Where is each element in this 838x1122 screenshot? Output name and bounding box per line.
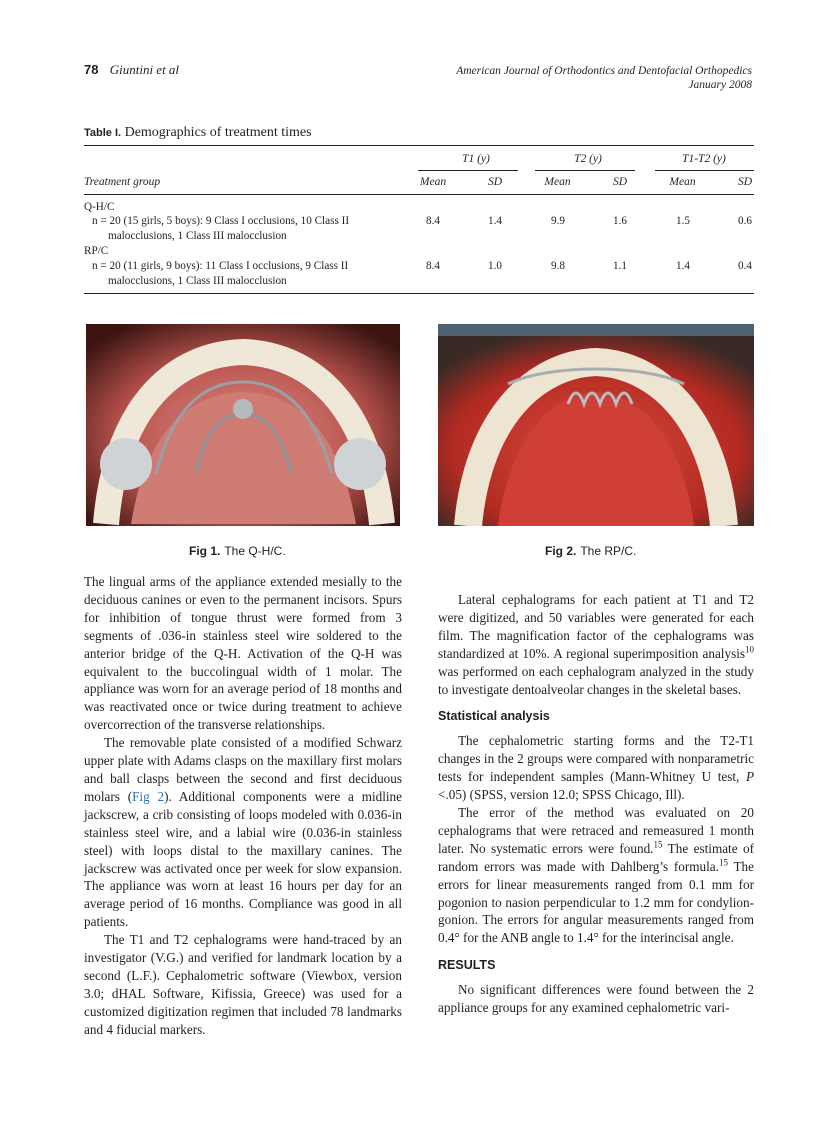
- table-cell: 1.4: [488, 215, 502, 227]
- table-cell: 9.9: [551, 215, 565, 227]
- figure-2-text: The RP/C.: [580, 544, 637, 558]
- section-heading: RESULTS: [438, 958, 496, 973]
- table-bottom-rule: [84, 293, 754, 294]
- figure-1-photo: [86, 324, 400, 526]
- issue-date: January 2008: [688, 79, 752, 91]
- paragraph-text: The error of the method was evaluated on 20 cephalograms that were retraced and remeasured 1 month later. No systematic errors were found.: [438, 804, 754, 856]
- table-cell: 1.5: [676, 215, 690, 227]
- paragraph: No significant differences were found between the 2 appliance groups for any examined cephalometric vari-: [438, 982, 754, 1016]
- page-number: 78: [84, 62, 99, 77]
- running-authors: Giuntini et al: [109, 62, 180, 77]
- table-row-desc: malocclusions, 1 Class III malocclusion: [108, 230, 287, 242]
- figure-2-caption: [545, 544, 636, 558]
- paragraph-text: The cephalometric starting forms and the T2-T1 changes in the 2 groups were compared with nonparametric tests for independent samples (Mann-Whitney U test,: [438, 733, 754, 785]
- paragraph: [438, 804, 754, 947]
- table-cell: 0.6: [738, 215, 752, 227]
- table-cell: 0.4: [738, 260, 752, 272]
- table-subheader: SD: [612, 176, 628, 188]
- table-cell: 8.4: [426, 215, 440, 227]
- figure-2-link[interactable]: Fig 2: [132, 788, 165, 804]
- table-top-rule: [84, 145, 754, 146]
- reference-citation: 15: [653, 839, 663, 850]
- figure-1-text: The Q-H/C.: [224, 544, 286, 558]
- table-row-header: Treatment group: [84, 176, 161, 188]
- paragraph-text: was performed on each cephalogram analyzed in the study to investigate dentoalveolar changes in the skeletal bases.: [438, 663, 754, 697]
- table-subheader: Mean: [544, 176, 571, 188]
- table-subheader: Mean: [419, 176, 447, 188]
- table-row-desc: n = 20 (15 girls, 5 boys): 9 Class I occlusions, 10 Class II: [92, 215, 350, 227]
- table-cell: 1.0: [488, 260, 502, 272]
- table-span-rule: [535, 170, 635, 171]
- paragraph-text: ). Additional components were a midline jackscrew, a crib consisting of loops modeled with 0.036-in stainless steel wire, and a labial wire (0.036-in stainless steel) with loops distal to the maxillary canines. The jackscrew was activated once per week for slow expansion. The appliance was worn at least 16 hours per day for an average period of 16 months. Compliance was good in all patients.: [84, 788, 402, 930]
- figure-1-label: Fig 1.: [189, 544, 221, 558]
- table-row-group: RP/C: [84, 245, 109, 257]
- figure-2-label: Fig 2.: [545, 544, 577, 558]
- running-header-right: [456, 64, 752, 92]
- table-group-header: T2 (y): [574, 153, 602, 165]
- table-span-rule: [655, 170, 754, 171]
- reference-citation: 10: [745, 644, 754, 655]
- table-group-header: T1 (y): [462, 153, 490, 165]
- table-cell: 8.4: [426, 260, 440, 272]
- table-cell: 1.6: [613, 215, 627, 227]
- paragraph-text: Lateral cephalograms for each patient at T1 and T2 were digitized, and 50 variables were generated for each film. The magnification factor of the cephalograms was standardized at 10%. A regional superimposition analysis: [438, 592, 754, 661]
- table-cell: 9.8: [551, 260, 565, 272]
- table-group-header: T1-T2 (y): [682, 153, 726, 165]
- right-column: [438, 591, 754, 1017]
- running-header-left: [84, 62, 179, 78]
- figure-1-caption: [189, 544, 286, 558]
- table-row-group: Q-H/C: [84, 201, 115, 213]
- table-caption: Demographics of treatment times: [124, 125, 312, 140]
- paragraph: [84, 734, 402, 931]
- table-subheader: SD: [737, 176, 753, 188]
- paragraph-text: The estimate of random errors was made with Dahlberg’s formula.: [438, 840, 755, 874]
- table-row-desc: n = 20 (11 girls, 9 boys): 11 Class I occlusions, 9 Class II: [92, 260, 349, 272]
- table-row-desc: malocclusions, 1 Class III malocclusion: [108, 275, 287, 287]
- p-value-symbol: P: [745, 769, 754, 785]
- reference-citation: 15: [718, 857, 728, 868]
- table-span-rule: [418, 170, 518, 171]
- paragraph: The T1 and T2 cephalograms were hand-traced by an investigator (V.G.) and verified for landmark location by a second (L.F.). Cephalometric software (Viewbox, version 3.0; dHAL Software, Kifissia, Greece) was used for a customized digitization regimen that included 78 landmarks and 4 fiducial markers.: [84, 932, 402, 1037]
- section-heading: Statistical analysis: [438, 709, 550, 724]
- paragraph: The lingual arms of the appliance extended mesially to the deciduous canines or even to the permanent incisors. Spurs for inhibition of tongue thrust were formed from 3 segments of .036-in stainless steel wire soldered to the anterior bridge of the Q-H. Activation of the Q-H was equivalent to the buccolingual width of 1 molar. The appliance was worn for an average period of 18 months and was reactivated once or twice during treatment to achieve overcorrection of the transverse relationships.: [84, 574, 402, 733]
- journal-name: American Journal of Orthodontics and Dentofacial Orthopedics: [456, 65, 752, 77]
- table-subheader: SD: [487, 176, 503, 188]
- table-cell: 1.1: [613, 260, 627, 272]
- figure-2-photo: [438, 324, 754, 526]
- table-title: [84, 125, 312, 141]
- table-label: Table I.: [84, 127, 122, 139]
- paragraph: [438, 591, 754, 698]
- paragraph-text: The removable plate consisted of a modified Schwarz upper plate with Adams clasps on the maxillary first molars and ball clasps between the second and first deciduous molars (: [84, 735, 402, 804]
- paragraph: [438, 732, 754, 804]
- paragraph-text: The errors for linear measurements ranged from 0.1 mm for pogonion to nasion perpendicular to 1.2 mm for condylion-gonion. The errors for angular measurements ranged from 0.4° for the ANB angle to 1.4° for the interincisal angle.: [438, 858, 755, 946]
- left-column: [84, 573, 402, 1039]
- table-header-rule: [84, 194, 754, 195]
- paragraph-text: <.05) (SPSS, version 12.0; SPSS Chicago, Ill).: [438, 787, 685, 803]
- table-subheader: Mean: [669, 176, 696, 188]
- table-cell: 1.4: [676, 260, 690, 272]
